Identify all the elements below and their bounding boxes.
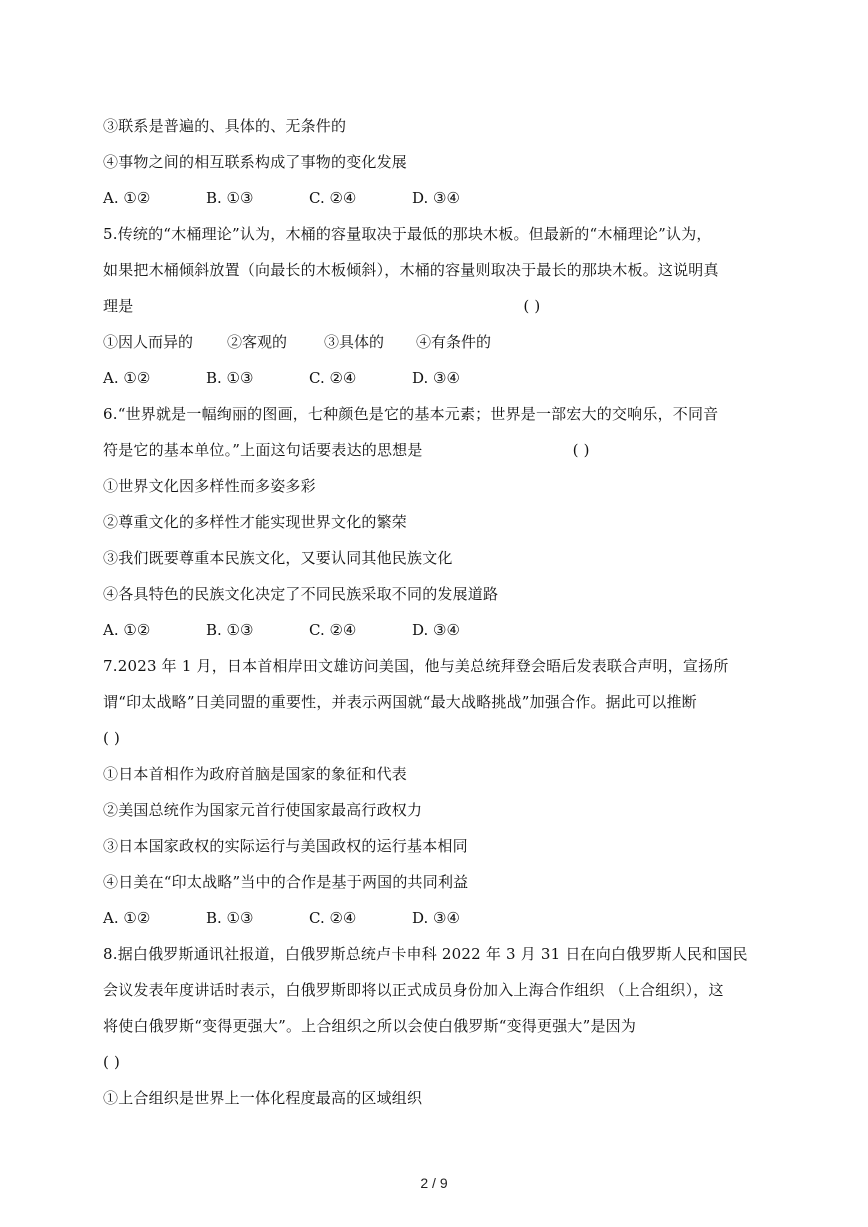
q7-option-3: ③日本国家政权的实际运行与美国政权的运行基本相同 <box>103 837 468 855</box>
q6-option-3: ③我们既要尊重本民族文化，又要认同其他民族文化 <box>103 549 453 567</box>
q4-choice-b: B. ①③ <box>206 189 254 207</box>
q8-option-1: ①上合组织是世界上一体化程度最高的区域组织 <box>103 1089 423 1107</box>
q6-stem-line-1: 6.“世界就是一幅绚丽的图画，七种颜色是它的基本元素；世界是一部宏大的交响乐，不同音 <box>103 405 719 423</box>
q5-option-4: ④有条件的 <box>416 333 492 351</box>
q7-choice-d: D. ③④ <box>412 909 460 927</box>
q8-stem-line-3: 将使白俄罗斯“变得更强大”。上合组织之所以会使白俄罗斯“变得更强大”是因为 <box>103 1017 637 1035</box>
q5-stem-line-3 <box>103 288 773 324</box>
q4-option-4: ④事物之间的相互联系构成了事物的变化发展 <box>103 153 408 171</box>
q6-stem-line-2 <box>103 432 773 468</box>
q5-options <box>103 324 773 360</box>
q6-option-4: ④各具特色的民族文化决定了不同民族采取不同的发展道路 <box>103 585 499 603</box>
q7-answer-paren: ( ) <box>103 729 121 747</box>
q7-stem-line-1: 7.2023 年 1 月，日本首相岸田文雄访问美国，他与美总统拜登会晤后发表联合声明，宣扬所 <box>103 657 729 675</box>
q5-choice-d: D. ③④ <box>412 369 460 387</box>
q7-stem-line-2: 谓“印太战略”日美同盟的重要性，并表示两国就“最大战略挑战”加强合作。据此可以推断 <box>103 693 697 711</box>
q8-answer-paren: ( ) <box>103 1053 121 1071</box>
q5-stem-line-2: 如果把木桶倾斜放置（向最长的木板倾斜），木桶的容量则取决于最长的那块木板。这说明真 <box>103 261 719 279</box>
q4-choice-c: C. ②④ <box>309 189 357 207</box>
q4-choice-a: A. ①② <box>103 189 151 207</box>
page-number: 2 / 9 <box>420 1175 448 1191</box>
q6-choice-b: B. ①③ <box>206 621 254 639</box>
q7-choices <box>103 900 773 936</box>
q5-option-1: ①因人而异的 <box>103 333 194 351</box>
q5-option-2: ②客观的 <box>227 333 288 351</box>
q6-option-1: ①世界文化因多样性而多姿多彩 <box>103 477 316 495</box>
q6-option-2: ②尊重文化的多样性才能实现世界文化的繁荣 <box>103 513 408 531</box>
q7-choice-b: B. ①③ <box>206 909 254 927</box>
q6-choice-d: D. ③④ <box>412 621 460 639</box>
page-content <box>103 108 773 1116</box>
q8-stem-line-1: 8.据白俄罗斯通讯社报道，白俄罗斯总统卢卡申科 2022 年 3 月 31 日在向白俄罗斯人民和国民 <box>103 945 748 963</box>
q4-option-3: ③联系是普遍的、具体的、无条件的 <box>103 117 347 135</box>
q7-choice-c: C. ②④ <box>309 909 357 927</box>
q7-option-1: ①日本首相作为政府首脑是国家的象征和代表 <box>103 765 408 783</box>
q5-stem-line-1: 5.传统的“木桶理论”认为，木桶的容量取决于最低的那块木板。但最新的“木桶理论”认为， <box>103 225 712 243</box>
q6-stem-last: 符是它的基本单位。”上面这句话要表达的思想是 <box>103 441 423 459</box>
q5-option-3: ③具体的 <box>324 333 385 351</box>
q5-choice-b: B. ①③ <box>206 369 254 387</box>
q5-stem-last: 理是 <box>103 297 134 315</box>
q8-stem-line-2: 会议发表年度讲话时表示，白俄罗斯即将以正式成员身份加入上海合作组织 （上合组织），这 <box>103 981 724 999</box>
q6-choice-a: A. ①② <box>103 621 151 639</box>
q7-option-4: ④日美在“印太战略”当中的合作是基于两国的共同利益 <box>103 873 469 891</box>
q4-choices <box>103 180 773 216</box>
q6-choices <box>103 612 773 648</box>
q6-choice-c: C. ②④ <box>309 621 357 639</box>
q5-choice-a: A. ①② <box>103 369 151 387</box>
q6-answer-paren: ( ) <box>572 441 590 459</box>
q5-choice-c: C. ②④ <box>309 369 357 387</box>
q7-option-2: ②美国总统作为国家元首行使国家最高行政权力 <box>103 801 423 819</box>
q4-choice-d: D. ③④ <box>412 189 460 207</box>
q5-answer-paren: ( ) <box>523 297 541 315</box>
q5-choices <box>103 360 773 396</box>
q7-choice-a: A. ①② <box>103 909 151 927</box>
